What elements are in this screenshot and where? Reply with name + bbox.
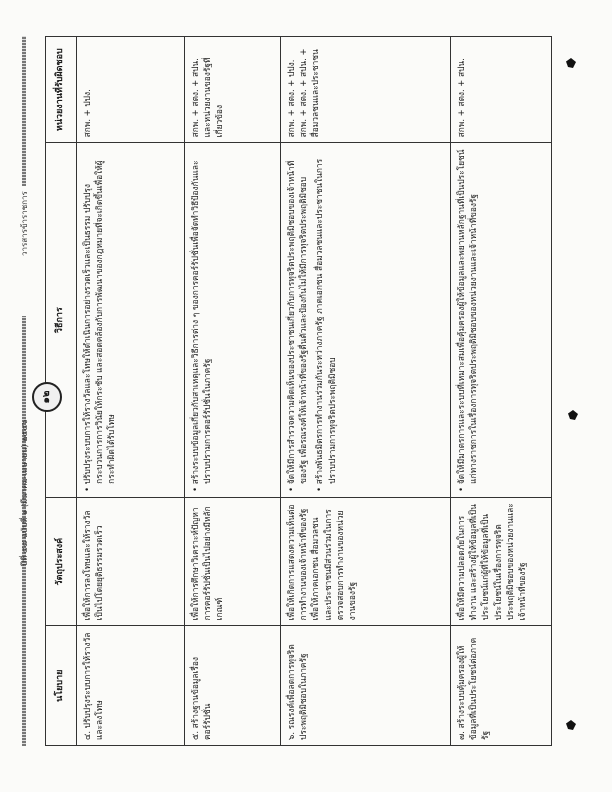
scan-mark-icon — [566, 58, 576, 68]
row-method — [451, 143, 552, 498]
method-bullet: • จัดให้มีการสำรวจความคิดเห็นของประชาชนเกี่ยวกับการทุจริตประพฤติมิชอบของเจ้าหน้าที่ของรัฐ เพื่อรณรงค์ให้เจ้าหน้าที่ของรัฐตื่นตัวและป้องกันไม่ให้มีการทุจริตประพฤติมิชอบ — [286, 160, 309, 492]
method-bullet: • สร้างระบบข้อมูลเกี่ยวกับสาเหตุและวิธีการต่าง ๆ ของการคอร์รัปชั่นเพื่อจัดทำวิธีป้องกันและปราบปรามการคอร์รัปชั่นในภาครัฐ — [190, 160, 213, 492]
policy-table — [45, 36, 552, 746]
row-objective: เพื่อให้การศึกษาวิเคราะห์ปัญหาการคอร์รัปชั่นเป็นไปอย่างมีหลักเกณฑ์ — [185, 497, 281, 626]
footer-journal-title: วารสารข้าราชการ — [20, 191, 29, 256]
row-method — [281, 143, 451, 498]
row-agency: สกพ. + สตง. + ปปง. สกพ. + สตง. + สปน. + สื่อมวลชนและประชาชน — [281, 37, 451, 143]
table-row — [451, 37, 552, 746]
rotated-table-area — [45, 36, 552, 746]
table-row — [185, 37, 281, 746]
row-method — [77, 143, 185, 498]
page-number-badge: ๑๒ — [32, 382, 62, 412]
row-policy: ๕. สร้างฐานข้อมูลเรื่องคอร์รัปชั่น — [185, 626, 281, 746]
method-bullet: • จัดให้มีมาตรการและระบบที่เหมาะสมเพื่อคุ้มครองผู้ให้ข้อมูลและพยานหลักฐานที่เป็นประโยชน์แก่ทางราชการในเรื่องการทุจริตประพฤติมิชอบของหน่วยงานและเจ้าหน้าที่ของรัฐ — [456, 149, 479, 492]
header-policy: นโยบาย — [46, 626, 77, 746]
row-method — [185, 143, 281, 498]
row-agency: สกพ. + สตง. + สปน. และหน่วยงานของรัฐที่เกี่ยวข้อง — [185, 37, 281, 143]
row-objective: เพื่อให้การลงโทษและให้รางวัลเป็นไปโดยยุติธรรมรวดเร็ว — [77, 497, 185, 626]
method-bullet: • สร้างพันธมิตรการทำงานร่วมกันระหว่างภาครัฐ ภาคเอกชน สื่อมวลชนและประชาชนในการปราบปรามการทุจริตประพฤติมิชอบ — [314, 158, 337, 492]
table-row — [77, 37, 185, 746]
row-policy: ๖. รณรงค์เพื่อลดการทุจริตประพฤติมิชอบในภาครัฐ — [281, 626, 451, 746]
footer-rule-right — [22, 36, 26, 186]
row-agency: สกพ. + ปปง. — [77, 37, 185, 143]
scan-mark-icon — [566, 720, 576, 730]
method-bullet: • ปรับปรุงระบบการให้รางวัลและโทษให้ดำเนินการอย่างรวดเร็วและเป็นธรรม ปรับปรุงกระบวนการการวินัยให้กระชับ และสอดคล้องกับการพัฒนาของกฎหมายที่จะเกิดขึ้นเพื่อให้ผู้กระทำผิดได้รับโทษ — [82, 160, 117, 492]
row-agency: สกพ. + สตง. + สปน. — [451, 37, 552, 143]
row-objective: เพื่อให้เกิดการแสดงความเห็นต่อการทำงานของเจ้าหน้าที่ของรัฐ เพื่อให้ภาคเอกชน สื่อมวลชนและประชาชนมีส่วนร่วมในการตรวจสอบการทำงานของหน่วยงานของรัฐ — [281, 497, 451, 626]
header-objective: วัตถุประสงค์ — [46, 497, 77, 626]
header-agency: หน่วยงานที่รับผิดชอบ — [46, 37, 77, 143]
scan-mark-icon — [568, 410, 578, 420]
table-row — [281, 37, 451, 746]
footer-issue: ปีที่ ๔๘ ฉบับที่ ๑ (มีนาคม-เมษายน) ๒๕๔๖ — [20, 419, 29, 566]
header-method: วิธีการ — [46, 143, 77, 498]
row-policy: ๗. สร้างระบบคุ้มครองผู้ให้ข้อมูลที่เป็นประโยชน์ต่อภาครัฐ — [451, 626, 552, 746]
row-objective: เพื่อให้มีความปลอดภัยในการทำงาน และสร้างผู้ให้ข้อมูลที่เป็นประโยชน์แก่ผู้ที่ให้ข้อมูลที่เป็นประโยชน์ในเรื่องการทุจริตประพฤติมิชอบของหน่วยงานและเจ้าหน้าที่ของรัฐ — [451, 497, 552, 626]
row-policy: ๔. ปรับปรุงระบบการให้รางวัลและลงโทษ — [77, 626, 185, 746]
